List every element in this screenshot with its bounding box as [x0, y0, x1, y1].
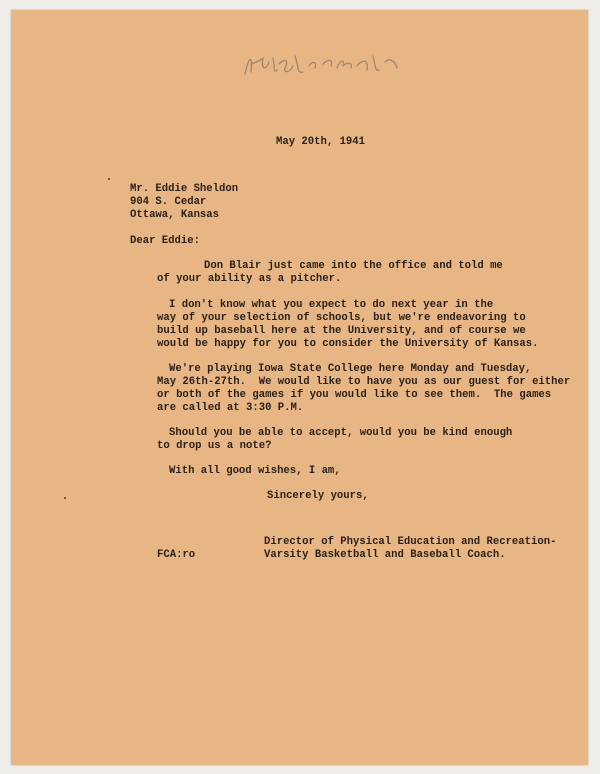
paragraph-2-line-1: I don't know what you expect to do next year in the — [169, 299, 494, 311]
paragraph-3-line-4: are called at 3:30 P.M. — [157, 402, 304, 414]
handwritten-note-scribble — [239, 48, 409, 88]
paragraph-4-line-1: Should you be able to accept, would you be kind enough — [169, 427, 513, 439]
paragraph-3-line-2: May 26th-27th. We would like to have you as our guest for either — [157, 376, 571, 388]
paragraph-3-line-1: We're playing Iowa State College here Monday and Tuesday, — [169, 363, 532, 375]
paragraph-4-line-2: to drop us a note? — [157, 440, 272, 452]
signatory-title-line-1: Director of Physical Education and Recreation- — [264, 536, 557, 548]
paragraph-2-line-4: would be happy for you to consider the University of Kansas. — [157, 338, 539, 350]
recipient-street: 904 S. Cedar — [130, 196, 207, 208]
closing-line: With all good wishes, I am, — [169, 465, 341, 477]
recipient-name: Mr. Eddie Sheldon — [130, 183, 239, 195]
sign-off: Sincerely yours, — [267, 490, 369, 502]
salutation: Dear Eddie: — [130, 235, 200, 247]
paragraph-1-line-2: of your ability as a pitcher. — [157, 273, 342, 285]
paragraph-2-line-3: build up baseball here at the University, and of course we — [157, 325, 526, 337]
paper-speck — [108, 178, 110, 180]
letter-page — [11, 10, 588, 765]
letter-date: May 20th, 1941 — [276, 136, 366, 148]
paper-speck — [64, 497, 66, 499]
typist-initials: FCA:ro — [157, 549, 196, 561]
paragraph-2-line-2: way of your selection of schools, but we're endeavoring to — [157, 312, 526, 324]
paragraph-1-line-1: Don Blair just came into the office and told me — [204, 260, 503, 272]
signatory-title-line-2: Varsity Basketball and Baseball Coach. — [264, 549, 506, 561]
paragraph-3-line-3: or both of the games if you would like to see them. The games — [157, 389, 552, 401]
recipient-city: Ottawa, Kansas — [130, 209, 220, 221]
